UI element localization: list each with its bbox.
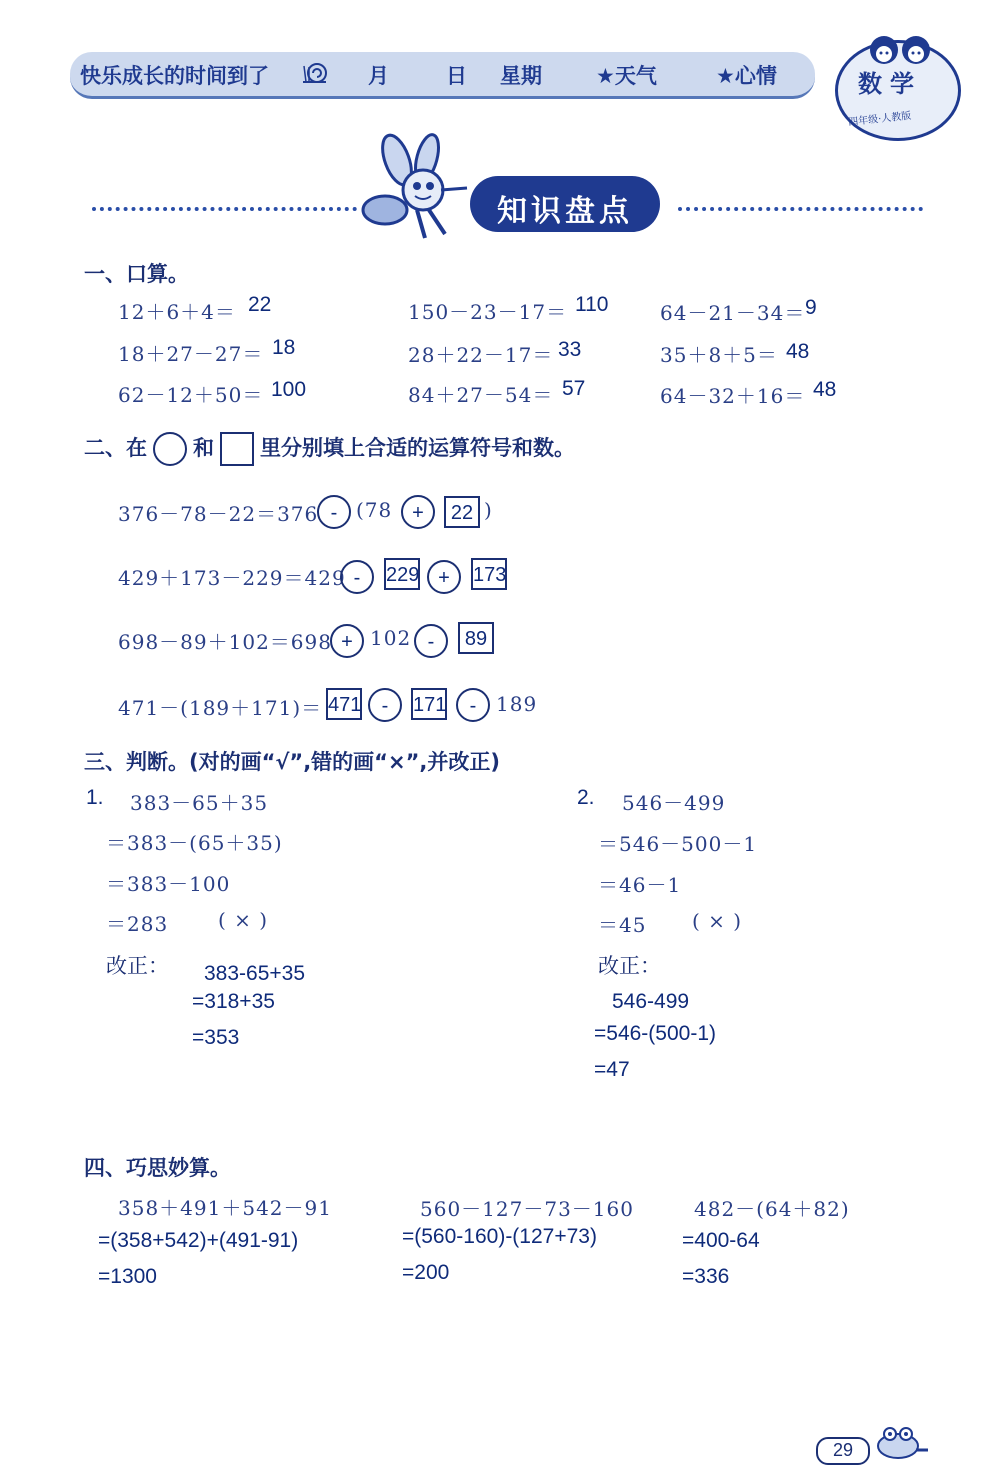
slogan: 快乐成长的时间到了 <box>80 64 269 88</box>
month-label: 月 <box>368 64 389 88</box>
q2-line-2: ＝546－500－1 <box>598 832 758 856</box>
oral-answer-5: 33 <box>558 338 582 361</box>
q2-mark: ( × ) <box>692 909 743 933</box>
oral-expr-4: 18＋27－27＝ <box>118 342 264 366</box>
smart-calc-1-step-2: =1300 <box>98 1265 157 1288</box>
q2-fix-line-1: 546-499 <box>612 990 690 1013</box>
oral-answer-9: 48 <box>813 378 837 401</box>
q1-mark: ( × ) <box>218 908 269 932</box>
q1-fix-line-3: =353 <box>192 1026 240 1049</box>
q1-fix-label: 改正： <box>106 954 169 978</box>
fill-row-3-mid: 102 <box>370 626 412 650</box>
q1-fix-line-1: 383-65+35 <box>204 962 306 985</box>
weather-field: ★天气 <box>596 64 657 88</box>
q2-number: 2. <box>577 786 595 809</box>
fill-row-2-circle-1: - <box>340 560 374 594</box>
fill-row-1-circle-2: + <box>401 495 435 529</box>
fill-row-3-lhs: 698－89＋102＝698 <box>118 630 332 654</box>
oral-expr-1: 12＋6＋4＝ <box>118 300 236 324</box>
snail-icon <box>300 58 330 86</box>
oral-expr-2: 150－23－17＝ <box>408 300 568 324</box>
q2-fix-line-2: =546-(500-1) <box>594 1022 716 1045</box>
q1-line-3: ＝383－100 <box>106 872 231 896</box>
weekday-label: 星期 <box>500 64 542 88</box>
q1-number: 1. <box>86 786 104 809</box>
q2-line-3: ＝46－1 <box>598 873 682 897</box>
square-blank-icon <box>220 432 254 466</box>
oral-answer-4: 18 <box>272 336 296 359</box>
q1-line-2: ＝383－(65＋35) <box>106 831 283 855</box>
fill-row-2-box-2: 173 <box>471 558 507 590</box>
smart-calc-1-step-1: =(358+542)+(491-91) <box>98 1229 299 1252</box>
divider-left <box>92 207 357 211</box>
fill-row-2-circle-2: + <box>427 560 461 594</box>
oral-answer-8: 57 <box>562 377 586 400</box>
divider-right <box>678 207 923 211</box>
fill-row-1-end: ) <box>484 498 493 522</box>
fill-row-4-lhs: 471－(189＋171)＝ <box>118 696 323 720</box>
fill-row-2-lhs: 429＋173－229＝429 <box>118 566 346 590</box>
smart-calc-2-expr: 560－127－73－160 <box>420 1197 634 1221</box>
fill-row-4-circle-2: - <box>456 688 490 722</box>
oral-expr-7: 62－12＋50＝ <box>118 383 264 407</box>
fill-row-1-circle-1: - <box>317 495 351 529</box>
oral-expr-6: 35＋8＋5＝ <box>660 343 778 367</box>
fill-row-1-lhs: 376－78－22＝376 <box>118 502 319 526</box>
q2-line-4: ＝45 <box>598 913 647 937</box>
fill-row-4-circle-1: - <box>368 688 402 722</box>
cartoon-frog-icon <box>870 1420 930 1460</box>
smart-calc-3-expr: 482－(64＋82) <box>694 1197 850 1221</box>
mood-field: ★心情 <box>716 64 777 88</box>
fill-row-4-end: 189 <box>496 692 538 716</box>
q1-line-1: 383－65＋35 <box>130 791 269 815</box>
smart-calc-1-expr: 358＋491＋542－91 <box>118 1196 332 1220</box>
star-icon: ★ <box>716 64 735 88</box>
circle-blank-icon <box>153 432 187 466</box>
star-icon: ★ <box>596 64 615 88</box>
section3-heading: 三、判断。(对的画“√”,错的画“×”,并改正) <box>84 750 500 774</box>
dragonfly-mascot-icon <box>355 130 475 250</box>
oral-expr-9: 64－32＋16＝ <box>660 384 806 408</box>
section1-heading: 一、口算。 <box>84 262 189 286</box>
q1-line-4: ＝283 <box>106 912 169 936</box>
badge-grade: 四年级·人教版 <box>847 110 912 129</box>
oral-expr-8: 84＋27－54＝ <box>408 383 554 407</box>
badge-subject: 数学 <box>858 70 922 98</box>
fill-row-1-mid: (78 <box>356 498 393 522</box>
smart-calc-3-step-1: =400-64 <box>682 1229 760 1252</box>
fill-row-4-box-2: 171 <box>411 688 447 720</box>
day-label: 日 <box>446 64 467 88</box>
oral-answer-3: 9 <box>805 296 817 319</box>
oral-expr-5: 28＋22－17＝ <box>408 343 554 367</box>
smart-calc-3-step-2: =336 <box>682 1265 730 1288</box>
oral-answer-1: 22 <box>248 293 272 316</box>
oral-answer-7: 100 <box>271 378 307 401</box>
fill-row-3-circle-2: - <box>414 624 448 658</box>
smart-calc-2-step-1: =(560-160)-(127+73) <box>402 1225 597 1248</box>
kids-icon <box>860 28 940 68</box>
oral-answer-2: 110 <box>575 293 609 316</box>
smart-calc-2-step-2: =200 <box>402 1261 450 1284</box>
banner-title: 知识盘点 <box>497 194 633 229</box>
q1-fix-line-2: =318+35 <box>192 990 275 1013</box>
fill-row-3-box: 89 <box>458 622 494 654</box>
oral-answer-6: 48 <box>786 340 810 363</box>
q2-fix-line-3: =47 <box>594 1058 630 1081</box>
fill-row-3-circle-1: + <box>330 624 364 658</box>
fill-row-2-box-1: 229 <box>384 558 420 590</box>
fill-row-1-box: 22 <box>444 496 480 528</box>
oral-expr-3: 64－21－34＝ <box>660 301 806 325</box>
fill-row-4-box-1: 471 <box>326 688 362 720</box>
section4-heading: 四、巧思妙算。 <box>84 1156 231 1180</box>
page-number: 29 <box>816 1437 870 1465</box>
q2-line-1: 546－499 <box>622 791 726 815</box>
section2-heading: 二、在 和 里分别填上合适的运算符号和数。 <box>84 432 575 466</box>
q2-fix-label: 改正： <box>598 954 661 978</box>
